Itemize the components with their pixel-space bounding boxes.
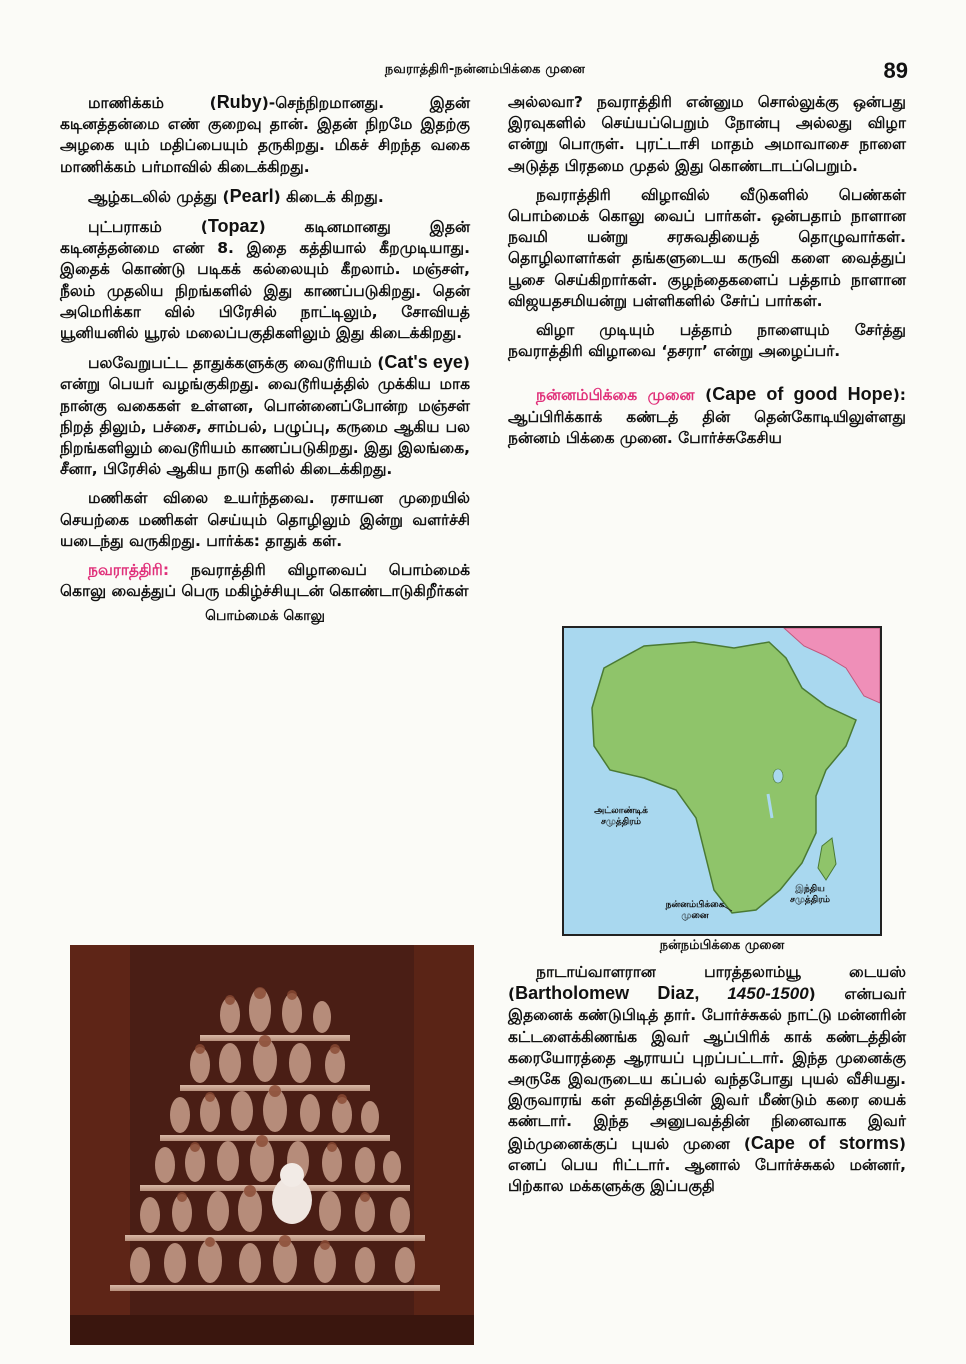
topaz-term: Topaz xyxy=(207,216,259,237)
cape-intro-paragraph xyxy=(508,384,906,449)
atlantic-ocean-label: அட்லாண்டிக் சமுத்திரம் xyxy=(594,806,648,827)
diaz-paragraph xyxy=(508,962,906,1197)
indian-ocean-label: இந்திய சமுத்திரம் xyxy=(789,884,831,905)
cape-text-b: ): ஆப்பிரிக்காக் கண்டத் தின் தென்கோடியிலுள்ளது நன்னம் பிக்கை முனை. போர்ச்சுகேசிய xyxy=(508,386,906,447)
left-column xyxy=(60,92,470,634)
pearl-term: Pearl xyxy=(229,185,274,206)
catseye-text-b: ) என்று பெயர் வழங்குகிறது. வைடூரியத்தில் முக்கிய மாக நான்கு வகைகள் உள்ளன, பொன்னைப்போன்ற மஞ்சள் நிறத் திலும், பச்சை, சாம்பல், பழுப்பு, கருமை ஆகிய பல நிறங்களிலும் வைடூரியம் காணப்படுகிறது. இது இலங்கை, சீனா, பிரேசில் ஆகிய நாடு களில் கிடைக்கிறது. xyxy=(60,354,471,479)
navarathri-paragraph xyxy=(60,560,470,602)
navarathri-meaning-paragraph: அல்லவா? நவராத்திரி என்னும சொல்லுக்கு ஒன்பது இரவுகளில் செய்யப்பெறும் நோன்பு அல்லது விழா என்று பொருள். புரட்டாசி மாதம் அமாவாசை நாளை அடுத்த பிரதமை முதல் இது கொண்டாடப்பெறும். xyxy=(508,93,906,175)
pearl-text-a: ஆழ்கடலில் முத்து ( xyxy=(88,187,230,206)
photo-caption: பொம்மைக் கொலு xyxy=(205,608,325,625)
running-title: நவராத்திரி-நன்னம்பிக்கை முனை xyxy=(384,62,586,77)
cape-english-term: Cape of good Hope xyxy=(712,384,893,405)
topaz-paragraph xyxy=(60,216,470,344)
ruby-paragraph xyxy=(60,92,470,178)
cape-text-a: ( xyxy=(694,386,713,405)
diaz-name: Bartholomew Diaz, xyxy=(515,983,700,1004)
topaz-text-b: ) கடினமானது இதன் கடினத்தன்மை எண் 8. இதை கத்தியால் கீறமுடியாது. இதைக் கொண்டு படிகக் கல்லையும் கீறலாம். மஞ்சள், நீலம் முதலிய நிறங்களில் இது காணப்படுகிறது. தென் அமெரிக்கா வில் பிரேசில் நாட்டிலும், சோவியத் யூனியனில் யூரல் மலைப்பகுதிகளிலும் இது கிடைக்கிறது. xyxy=(60,218,470,343)
right-column-continued xyxy=(508,962,906,1205)
ruby-term: Ruby xyxy=(216,92,262,112)
right-column xyxy=(508,92,906,457)
pearl-paragraph xyxy=(60,186,470,208)
dasara-paragraph: விழா முடியும் பத்தாம் நாளையும் சேர்த்து நவராத்திரி விழாவை ‘தசரா’ என்று அழைப்பர். xyxy=(508,321,906,361)
catseye-paragraph xyxy=(60,352,470,480)
topaz-text-a: புட்பராகம் ( xyxy=(88,218,208,237)
ruby-text-a: மாணிக்கம் ( xyxy=(88,94,217,112)
ruby-text-b: )-செந்நிறமானது. இதன் கடினத்தன்மை எண் குறைவு தான். இதன் நிறமே இதற்கு அழகை யும் மதிப்பையும் தருகிறது. மிகச் சிறந்த வகை மாணிக்கம் பர்மாவில் கிடைக்கிறது. xyxy=(60,94,470,176)
navarathri-festival-paragraph: நவராத்திரி விழாவில் வீடுகளில் பெண்கள் பொம்மைக் கொலு வைப் பார்கள். ஒன்பதாம் நாளான நவமி யன்று சரசுவதியைத் தொழுவார்கள். தொழிலாளர்கள் தங்களுடைய கருவி களை வைத்துப் பூசை செய்கிறார்கள். குழந்தைகளைப் பத்தாம் நாளான விஜயதசமியன்று பள்ளிகளில் சேர்ப் பார்கள். xyxy=(508,185,906,310)
africa-map xyxy=(562,626,882,936)
cape-term: நன்னம்பிக்கை முனை xyxy=(536,386,695,405)
gems-paragraph: மணிகள் விலை உயர்ந்தவை. ரசாயன முறையில் செயற்கை மணிகள் செய்யும் தொழிலும் இன்று வளர்ச்சி யடைந்து வருகிறது. பார்க்க: தாதுக் கள். xyxy=(60,489,470,550)
diaz-years: 1450-1500 xyxy=(699,984,809,1004)
diaz-text-b: ) என்பவர் இதனைக் கண்டுபிடித் தார். போர்ச்சுகல் நாட்டு மன்னரின் கட்டளைக்கிணங்க இவர் ஆப்பிரிக் காக் கண்டத்தின் கரையோரத்தை ஆராயப் புறப்பட்டார். இந்த முனைக்கு அருகே இவருடைய கப்பல் வந்தபோது புயல் வீசியது. இருவாரங் கள் தவித்தபின் இவர் மீண்டும் கரை யைக் கண்டார். இந்த அனுபவத்தின் நினைவாக இவர் இம்முனைக்குப் புயல் முனை ( xyxy=(508,985,906,1153)
golu-doll-illustration xyxy=(70,945,474,1345)
catseye-term: Cat's eye xyxy=(384,352,463,373)
navarathri-term: நவராத்திரி: xyxy=(88,561,170,580)
pearl-text-b: ) கிடைக் கிறது. xyxy=(273,187,384,206)
golu-doll-photo xyxy=(70,945,474,1345)
diaz-text-a: நாடாய்வாளரான பாரத்தலாம்யூ டையஸ் ( xyxy=(508,963,906,1004)
catseye-text-a: பலவேறுபட்ட தாதுக்களுக்கு வைடூரியம் ( xyxy=(88,354,385,373)
cape-label: நன்னம்பிக்கை முனை xyxy=(665,900,725,921)
diaz-text-c: ) எனப் பெய ரிட்டார். ஆனால் போர்ச்சுகல் மன்னர், பிற்கால மக்களுக்கு இப்பகுதி xyxy=(508,1134,906,1196)
map-caption: நன்நம்பிக்கை முனை xyxy=(659,938,785,953)
navarathri-text: நவராத்திரி விழாவைப் பொம்மைக் கொலு வைத்துப் பெரு மகிழ்ச்சியுடன் கொண்டாடுகிறீர்கள் xyxy=(60,561,470,601)
page-number: 89 xyxy=(883,58,908,83)
cape-of-storms-term: Cape of storms xyxy=(750,1132,899,1153)
